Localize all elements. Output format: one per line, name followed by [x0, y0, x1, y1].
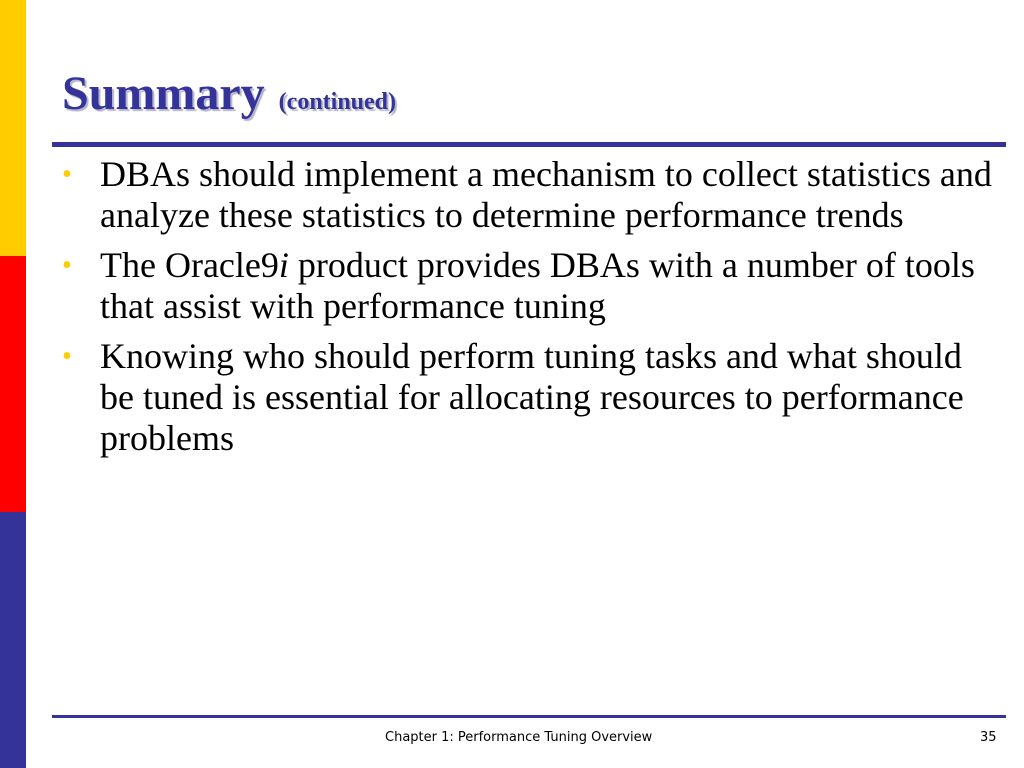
bullet-text-suffix: product provides DBAs with a number of tools that assist with performance tuning [100, 245, 975, 326]
title-subtitle: (continued) [278, 89, 397, 115]
bullet-item [62, 245, 1002, 327]
stripe-red [0, 256, 26, 512]
bullet-text-prefix: The Oracle9 [100, 245, 279, 285]
bullet-icon: • [62, 250, 72, 281]
title-rule [52, 142, 1006, 147]
footer-rule [52, 715, 1006, 718]
bullet-item [62, 336, 1002, 459]
slide-title [62, 67, 397, 120]
bullet-icon: • [62, 341, 72, 372]
bullet-text-italic: i [278, 245, 289, 285]
bullet-icon: • [62, 159, 72, 190]
footer-page-number: 35 [980, 730, 997, 745]
bullet-list [62, 154, 1002, 468]
bullet-text: Knowing who should perform tuning tasks and what should be tuned is essential for allocating resources to performance problems [100, 336, 964, 458]
bullet-item [62, 154, 1002, 236]
footer-chapter: Chapter 1: Performance Tuning Overview [385, 730, 653, 745]
stripe-yellow [0, 0, 26, 256]
stripe-blue [0, 512, 26, 768]
bullet-text: DBAs should implement a mechanism to collect statistics and analyze these statistics to determine performance trends [100, 154, 992, 235]
title-text: Summary [62, 67, 265, 120]
